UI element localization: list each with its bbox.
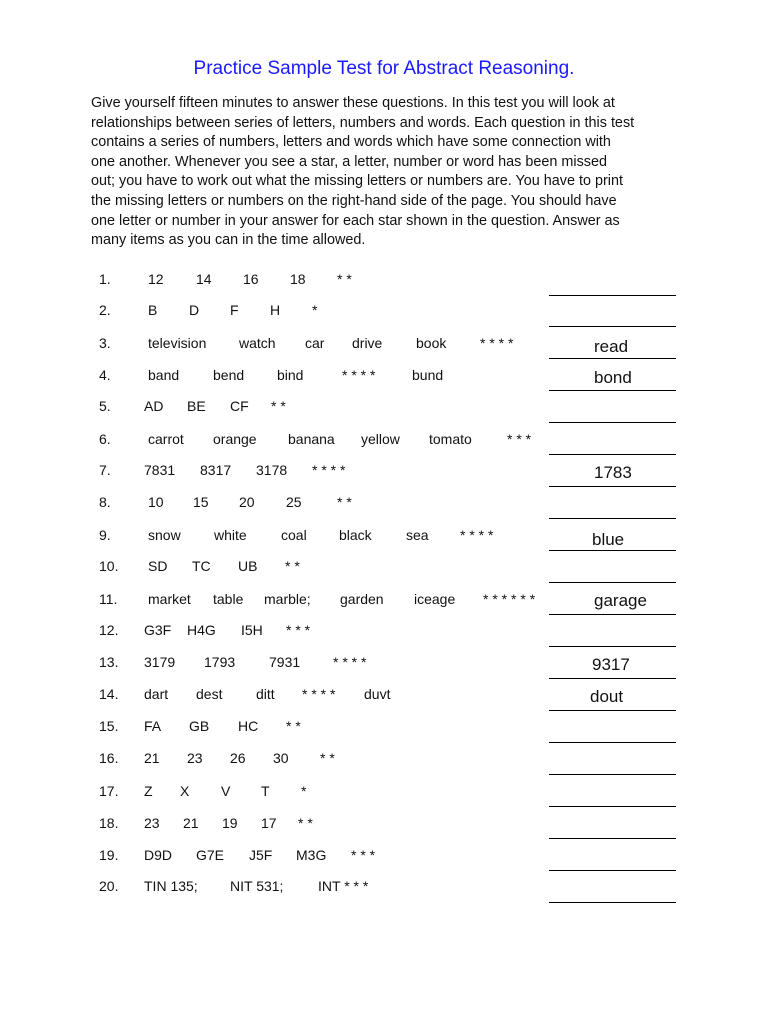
question-item: 14: [196, 271, 212, 287]
question-item: M3G: [296, 847, 327, 863]
question-row: [0, 686, 768, 706]
question-item: H: [270, 302, 281, 318]
question-row: [0, 591, 768, 611]
answer-line[interactable]: [549, 358, 676, 359]
answer-line[interactable]: [549, 902, 676, 903]
question-number: 16.: [99, 750, 119, 766]
question-item: bund: [412, 367, 444, 383]
answer-line[interactable]: [549, 454, 676, 455]
question-row: [0, 718, 768, 738]
missing-stars: * * * *: [480, 335, 514, 351]
answer-line[interactable]: [549, 678, 676, 679]
question-item: book: [416, 335, 447, 351]
answer-line[interactable]: [549, 870, 676, 871]
question-row: [0, 750, 768, 770]
question-item: 16: [243, 271, 259, 287]
missing-stars: * * *: [351, 847, 376, 863]
question-number: 15.: [99, 718, 119, 734]
question-row: [0, 622, 768, 642]
question-item: 21: [144, 750, 160, 766]
question-item: yellow: [361, 431, 400, 447]
answer-line[interactable]: [549, 326, 676, 327]
question-number: 3.: [99, 335, 111, 351]
question-item: garden: [340, 591, 384, 607]
question-item: 3178: [256, 462, 288, 478]
question-number: 11.: [99, 591, 118, 607]
answer-line[interactable]: [549, 774, 676, 775]
question-row: [0, 367, 768, 387]
missing-stars: * *: [337, 271, 352, 287]
missing-stars: * * * *: [342, 367, 376, 383]
question-number: 6.: [99, 431, 111, 447]
question-item: 8317: [200, 462, 232, 478]
question-item: SD: [148, 558, 168, 574]
question-number: 14.: [99, 686, 119, 702]
question-number: 20.: [99, 878, 119, 894]
question-item: FA: [144, 718, 162, 734]
missing-stars: * * * *: [333, 654, 367, 670]
question-number: 12.: [99, 622, 119, 638]
question-row: [0, 878, 768, 898]
question-number: 5.: [99, 398, 111, 414]
instructions-line: the missing letters or numbers on the right-hand side of the page. You should have: [91, 192, 617, 209]
question-item: banana: [288, 431, 335, 447]
question-number: 18.: [99, 815, 119, 831]
missing-stars: * * *: [286, 622, 311, 638]
question-item: dest: [196, 686, 223, 702]
question-item: duvt: [364, 686, 391, 702]
answer-line[interactable]: [549, 550, 676, 551]
page-title: Practice Sample Test for Abstract Reasoning.: [193, 58, 575, 79]
question-item: snow: [148, 527, 181, 543]
missing-stars: * * * *: [302, 686, 336, 702]
answer-line[interactable]: [549, 838, 676, 839]
instructions-paragraph: [91, 94, 691, 251]
handwritten-answer: dout: [590, 687, 624, 706]
missing-stars: *: [312, 302, 318, 318]
question-item: BE: [187, 398, 206, 414]
question-item: 18: [290, 271, 306, 287]
missing-stars: * *: [337, 494, 352, 510]
answer-line[interactable]: [549, 390, 676, 391]
instructions-line: contains a series of numbers, letters and words which have some connection with: [91, 134, 611, 151]
question-row: [0, 654, 768, 674]
question-item: car: [305, 335, 325, 351]
answer-line[interactable]: [549, 806, 676, 807]
question-row: [0, 527, 768, 547]
question-item: G3F: [144, 622, 172, 638]
question-item: 25: [286, 494, 302, 510]
question-number: 19.: [99, 847, 119, 863]
question-row: [0, 847, 768, 867]
question-item: white: [214, 527, 247, 543]
question-item: F: [230, 302, 239, 318]
question-item: 10: [148, 494, 164, 510]
question-item: 19: [222, 815, 238, 831]
question-item: GB: [189, 718, 210, 734]
question-item: J5F: [249, 847, 273, 863]
question-item: 20: [239, 494, 255, 510]
question-row: [0, 271, 768, 291]
question-item: 26: [230, 750, 246, 766]
question-row: [0, 462, 768, 482]
question-item: B: [148, 302, 158, 318]
instructions-line: many items as you can in the time allowed.: [91, 232, 366, 249]
question-item: INT * * *: [318, 878, 369, 894]
question-item: drive: [352, 335, 383, 351]
question-item: carrot: [148, 431, 184, 447]
instructions-line: one another. Whenever you see a star, a letter, number or word has been missed: [91, 153, 607, 170]
answer-line[interactable]: [549, 295, 676, 296]
answer-line[interactable]: [549, 582, 676, 583]
handwritten-answer: bond: [594, 368, 632, 387]
question-item: ditt: [256, 686, 275, 702]
question-number: 1.: [99, 271, 111, 287]
question-item: bind: [277, 367, 304, 383]
question-item: 30: [273, 750, 289, 766]
answer-line[interactable]: [549, 614, 676, 615]
missing-stars: * *: [298, 815, 313, 831]
question-row: [0, 335, 768, 355]
question-item: 12: [148, 271, 164, 287]
instructions-line: Give yourself fifteen minutes to answer these questions. In this test you will look at: [91, 95, 615, 111]
handwritten-answer: 9317: [592, 655, 630, 674]
answer-line[interactable]: [549, 518, 676, 519]
answer-line[interactable]: [549, 710, 676, 711]
question-row: [0, 783, 768, 803]
missing-stars: * *: [320, 750, 335, 766]
missing-stars: * * * *: [460, 527, 494, 543]
question-item: H4G: [187, 622, 216, 638]
question-item: 17: [261, 815, 277, 831]
question-item: T: [261, 783, 270, 799]
question-item: market: [148, 591, 191, 607]
question-item: D: [189, 302, 200, 318]
missing-stars: * *: [286, 718, 301, 734]
question-item: HC: [238, 718, 259, 734]
question-row: [0, 558, 768, 578]
instructions-line: out; you have to work out what the missing letters or numbers are. You have to print: [91, 173, 623, 190]
missing-stars: * * * *: [312, 462, 346, 478]
question-row: [0, 494, 768, 514]
answer-line[interactable]: [549, 486, 676, 487]
missing-stars: * *: [285, 558, 300, 574]
question-item: coal: [281, 527, 307, 543]
question-item: television: [148, 335, 207, 351]
question-item: TC: [192, 558, 211, 574]
handwritten-answer: garage: [594, 591, 647, 610]
question-row: [0, 302, 768, 322]
handwritten-answer: read: [594, 337, 629, 356]
question-item: bend: [213, 367, 245, 383]
question-item: orange: [213, 431, 257, 447]
question-item: tomato: [429, 431, 472, 447]
question-item: V: [221, 783, 231, 799]
question-item: D9D: [144, 847, 173, 863]
question-item: watch: [239, 335, 276, 351]
missing-stars: * * *: [507, 431, 532, 447]
question-number: 17.: [99, 783, 119, 799]
question-item: NIT 531;: [230, 878, 284, 894]
question-item: UB: [238, 558, 258, 574]
instructions-line: one letter or number in your answer for each star shown in the question. Answer as: [91, 212, 620, 229]
question-number: 7.: [99, 462, 111, 478]
question-number: 9.: [99, 527, 111, 543]
question-number: 13.: [99, 654, 119, 670]
question-item: CF: [230, 398, 249, 414]
question-item: 15: [193, 494, 209, 510]
question-item: marble;: [264, 591, 311, 607]
question-item: sea: [406, 527, 429, 543]
question-row: [0, 398, 768, 418]
question-number: 4.: [99, 367, 111, 383]
answer-line[interactable]: [549, 422, 676, 423]
question-item: 1793: [204, 654, 236, 670]
question-item: 21: [183, 815, 199, 831]
question-item: 3179: [144, 654, 176, 670]
question-row: [0, 431, 768, 451]
answer-line[interactable]: [549, 742, 676, 743]
question-item: 7831: [144, 462, 176, 478]
question-item: 23: [187, 750, 203, 766]
question-number: 8.: [99, 494, 111, 510]
missing-stars: * *: [271, 398, 286, 414]
handwritten-answer: 1783: [594, 463, 632, 482]
question-item: 7931: [269, 654, 301, 670]
question-item: Z: [144, 783, 153, 799]
question-item: I5H: [241, 622, 263, 638]
question-number: 2.: [99, 302, 111, 318]
question-row: [0, 815, 768, 835]
question-item: G7E: [196, 847, 225, 863]
question-item: table: [213, 591, 244, 607]
question-item: iceage: [414, 591, 456, 607]
answer-line[interactable]: [549, 646, 676, 647]
question-item: X: [180, 783, 190, 799]
missing-stars: * * * * * *: [483, 591, 536, 607]
question-item: black: [339, 527, 372, 543]
handwritten-answer: blue: [592, 530, 625, 549]
question-number: 10.: [99, 558, 119, 574]
missing-stars: *: [301, 783, 307, 799]
instructions-line: relationships between series of letters, numbers and words. Each question in this test: [91, 114, 635, 131]
question-item: 23: [144, 815, 160, 831]
question-item: band: [148, 367, 180, 383]
question-item: AD: [144, 398, 164, 414]
question-item: dart: [144, 686, 169, 702]
question-item: TIN 135;: [144, 878, 198, 894]
